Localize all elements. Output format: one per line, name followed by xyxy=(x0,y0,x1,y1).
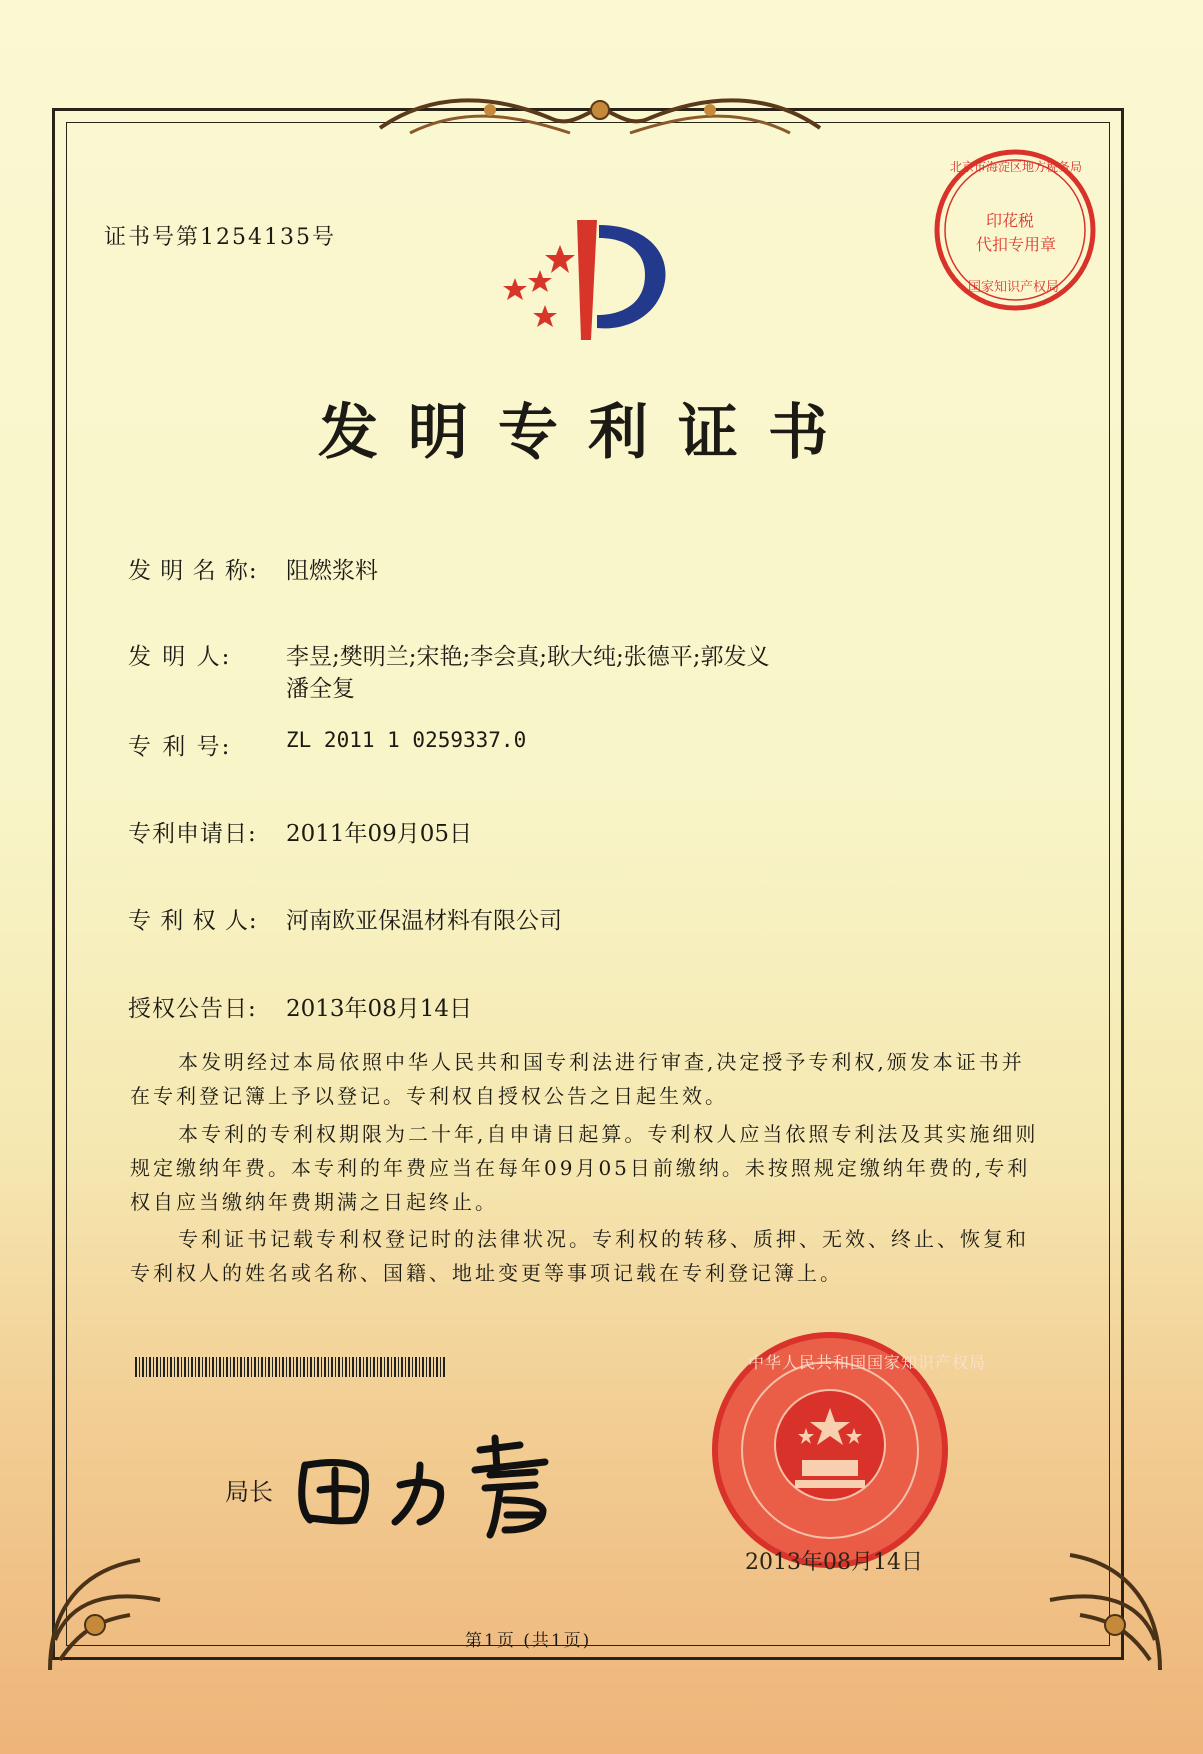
patent-office-logo xyxy=(495,210,685,350)
invention-name-value: 阻燃浆料 xyxy=(286,558,378,584)
bottom-right-corner-ornament xyxy=(1030,1520,1170,1680)
inventors-value-line1: 李昱;樊明兰;宋艳;李会真;耿大纯;张德平;郭发义 xyxy=(286,644,770,670)
application-date-value: 2011年09月05日 xyxy=(286,821,473,847)
bottom-left-corner-ornament xyxy=(40,1530,180,1680)
certificate-title: 发明专利证书 xyxy=(318,398,858,468)
seal-date: 2013年08月14日 xyxy=(745,1550,923,1575)
body-paragraph-3: 专利证书记载专利权登记时的法律状况。专利权的转移、质押、无效、终止、恢复和专利权人的姓名或名称、国籍、地址变更等事项记载在专利登记簿上。 xyxy=(130,1227,1029,1285)
tax-stamp-ring-text: 北京市海淀区地方税务局 xyxy=(950,160,1083,174)
patent-number-value: ZL 2011 1 0259337.0 xyxy=(286,728,527,752)
patentee-label: 专 利 权 人: xyxy=(128,908,258,934)
certificate-number: 证书号第1254135号 xyxy=(104,225,336,250)
top-ornament xyxy=(370,88,830,148)
tax-stamp-bottom-text: 国家知识产权局 xyxy=(968,280,1060,295)
grant-date-value: 2013年08月14日 xyxy=(286,996,473,1022)
patentee-value: 河南欧亚保温材料有限公司 xyxy=(286,908,562,934)
patent-number-label: 专 利 号: xyxy=(128,734,232,760)
invention-name-label: 发 明 名 称: xyxy=(128,558,258,584)
inner-border xyxy=(66,122,1110,1646)
tax-stamp-center-line1: 印花税 xyxy=(986,211,1035,230)
tax-stamp-center-line2: 代扣专用章 xyxy=(976,235,1057,254)
inventors-value-line2: 潘全复 xyxy=(286,676,355,702)
body-paragraph-2: 本专利的专利权期限为二十年,自申请日起算。专利权人应当依照专利法及其实施细则规定缴纳年费。本专利的年费应当在每年09月05日前缴纳。未按照规定缴纳年费的,专利权自应当缴纳年费期满之日起终止。 xyxy=(130,1122,1039,1214)
application-date-label: 专利申请日: xyxy=(128,821,257,847)
official-seal-ring-text: 中华人民共和国国家知识产权局 xyxy=(748,1353,987,1372)
director-signature xyxy=(285,1430,585,1540)
page-number: 第1页 (共1页) xyxy=(465,1631,592,1651)
barcode xyxy=(135,1357,447,1377)
grant-date-label: 授权公告日: xyxy=(128,996,257,1022)
director-label: 局长 xyxy=(225,1478,273,1506)
body-paragraph-1: 本发明经过本局依照中华人民共和国专利法进行审查,决定授予专利权,颁发本证书并在专利登记簿上予以登记。专利权自授权公告之日起生效。 xyxy=(130,1050,1025,1108)
inventors-label: 发 明 人: xyxy=(128,644,232,670)
